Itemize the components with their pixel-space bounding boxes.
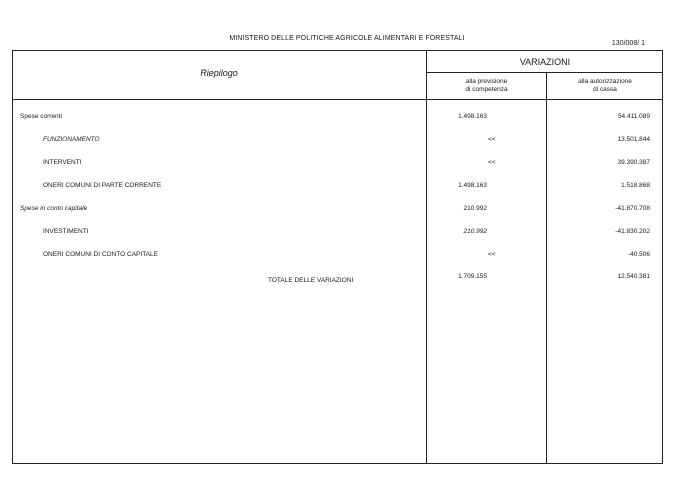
page-code: 130/008/ 1 <box>611 40 645 47</box>
row-label: Spese correnti <box>20 113 62 120</box>
row-competenza: 210.992 <box>463 205 487 212</box>
table-title: Riepilogo <box>200 68 238 78</box>
row-competenza: 210.992 <box>463 228 487 235</box>
variazioni-underline <box>426 72 663 73</box>
row-label: Spese in conto capitale <box>20 205 88 212</box>
column-divider-1 <box>426 50 427 464</box>
row-label: INVESTIMENTI <box>43 228 89 235</box>
col-header-competenza: alla previsione di competenza <box>465 78 508 93</box>
ministry-title: MINISTERO DELLE POLITICHE AGRICOLE ALIMENTARI E FORESTALI <box>229 35 465 42</box>
row-cassa: -41.830.202 <box>615 228 650 235</box>
row-competenza: << <box>488 136 496 143</box>
header-bottom-rule <box>12 99 663 100</box>
row-label: INTERVENTI <box>43 159 82 166</box>
row-label: ONERI COMUNI DI CONTO CAPITALE <box>43 251 158 258</box>
total-label: TOTALE DELLE VARIAZIONI <box>268 277 354 284</box>
row-cassa: 1.518.868 <box>621 182 650 189</box>
group-header: VARIAZIONI <box>519 57 571 67</box>
column-divider-2 <box>546 72 547 464</box>
row-competenza: 1.498.163 <box>458 182 487 189</box>
row-competenza: << <box>488 159 496 166</box>
row-label: FUNZIONAMENTO <box>43 136 100 143</box>
total-competenza: 1.709.155 <box>458 273 487 280</box>
row-cassa: -40.506 <box>627 251 650 258</box>
col-header-cassa: alla autorizzazione di cassa <box>578 78 632 93</box>
row-cassa: 13.501.844 <box>617 136 650 143</box>
row-cassa: 54.411.089 <box>617 113 650 120</box>
row-competenza: 1.498.163 <box>458 113 487 120</box>
row-competenza: << <box>488 251 496 258</box>
row-cassa: 39.390.387 <box>617 159 650 166</box>
total-cassa: 12.540.381 <box>617 273 650 280</box>
row-cassa: -41.870.708 <box>615 205 650 212</box>
row-label: ONERI COMUNI DI PARTE CORRENTE <box>43 182 162 189</box>
